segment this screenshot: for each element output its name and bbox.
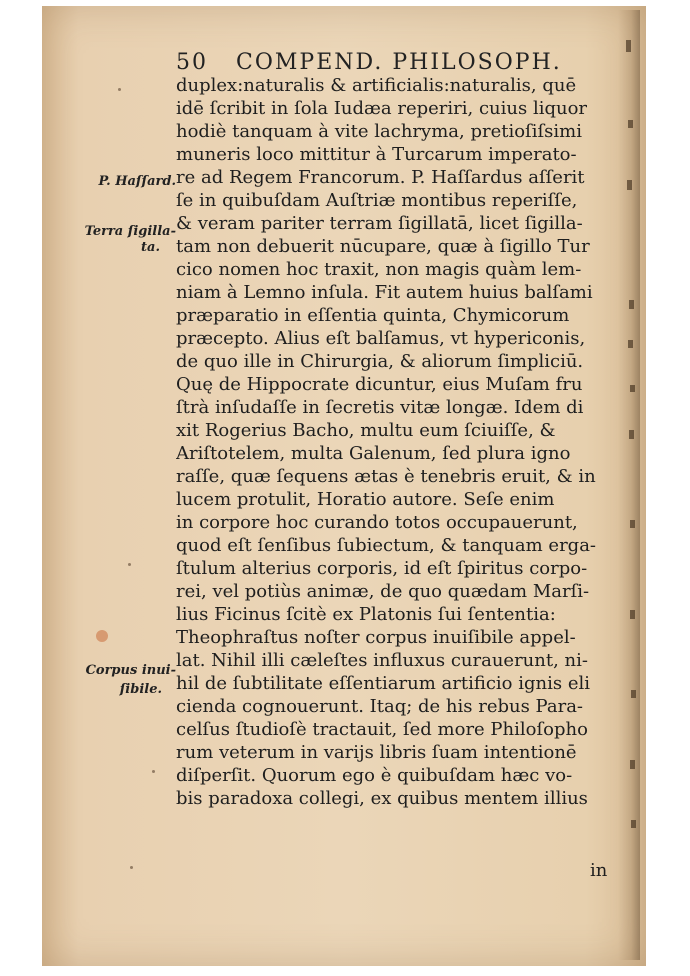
edge-mark bbox=[630, 610, 635, 619]
text-line: hil de ſubtilitate eſſentiarum artificio ignis eli bbox=[176, 673, 590, 694]
catchword: in bbox=[590, 860, 608, 881]
speck bbox=[130, 866, 133, 869]
margin-note-terra-sigillata-cont: ta. bbox=[141, 240, 160, 255]
text-line: hodiè tanquam à vite lachryma, pretioſiſsimi bbox=[176, 121, 582, 142]
text-line: diſperſit. Quorum ego è quibuſdam hæc vo- bbox=[176, 765, 573, 786]
speck bbox=[152, 770, 155, 773]
page-edge-shadow bbox=[618, 10, 640, 960]
text-line: ſtulum alterius corporis, id eſt ſpiritus corpo- bbox=[176, 558, 588, 579]
margin-note-corpus-invisibile: Corpus inui- bbox=[85, 663, 176, 678]
edge-mark bbox=[626, 40, 631, 52]
edge-mark bbox=[630, 520, 635, 528]
edge-mark bbox=[629, 430, 634, 439]
text-line: & veram pariter terram ſigillatā, licet ſigilla- bbox=[176, 213, 583, 234]
text-line: lat. Nihil illi cæleſtes influxus curauerunt, ni- bbox=[176, 650, 588, 671]
text-line: cico nomen hoc traxit, non magis quàm lem- bbox=[176, 259, 582, 280]
edge-mark bbox=[627, 180, 632, 190]
ink-stain bbox=[96, 630, 108, 642]
edge-mark bbox=[628, 120, 633, 128]
running-title: COMPEND. PHILOSOPH. bbox=[236, 50, 562, 75]
text-line: celſus ſtudioſè tractauit, ſed more Philoſopho bbox=[176, 719, 588, 740]
text-line: duplex:naturalis & artificialis:naturalis, quē bbox=[176, 75, 577, 96]
text-line: idē ſcribit in ſola Iudæa reperiri, cuius liquor bbox=[176, 98, 588, 119]
text-line: lucem protulit, Horatio autore. Seſe enim bbox=[176, 489, 555, 510]
margin-note-hassard: P. Haſſard. bbox=[98, 174, 176, 189]
page-number: 50 bbox=[176, 50, 208, 75]
text-line: rum veterum in varijs libris ſuam intentionē bbox=[176, 742, 577, 763]
text-line: Quę de Hippocrate dicuntur, eius Muſam fru bbox=[176, 374, 583, 395]
margin-note-corpus-invisibile-cont: ſibile. bbox=[119, 682, 162, 697]
body-text bbox=[176, 74, 616, 810]
text-line: de quo ille in Chirurgia, & aliorum ſimpliciū. bbox=[176, 351, 584, 372]
text-line: in corpore hoc curando totos occupauerunt, bbox=[176, 512, 578, 533]
text-line: cienda cognouerunt. Itaq; de his rebus Para- bbox=[176, 696, 584, 717]
edge-mark bbox=[630, 760, 635, 769]
text-line: muneris loco mittitur à Turcarum imperato- bbox=[176, 144, 577, 165]
text-line: Theophraſtus noſter corpus inuiſibile appel- bbox=[176, 627, 576, 648]
speck bbox=[118, 88, 121, 91]
text-line: ſe in quibuſdam Auſtriæ montibus reperiſſe, bbox=[176, 190, 578, 211]
text-line: xit Rogerius Bacho, multu eum ſciuiſſe, & bbox=[176, 420, 556, 441]
text-line: bis paradoxa collegi, ex quibus mentem illius bbox=[176, 788, 588, 809]
edge-mark bbox=[631, 820, 636, 828]
text-line: præcepto. Alius eſt balſamus, vt hypericonis, bbox=[176, 328, 586, 349]
edge-mark bbox=[631, 690, 636, 698]
edge-mark bbox=[630, 385, 635, 392]
text-line: Ariſtotelem, multa Galenum, ſed plura igno bbox=[176, 443, 571, 464]
margin-note-terra-sigillata: Terra ſigilla- bbox=[84, 224, 176, 239]
text-line: rei, vel potiùs animæ, de quo quædam Marſi- bbox=[176, 581, 590, 602]
text-line: raſſe, quæ ſequens ætas è tenebris eruit, & in bbox=[176, 466, 596, 487]
text-line: præparatio in eſſentia quinta, Chymicorum bbox=[176, 305, 570, 326]
text-line: niam à Lemno inſula. Fit autem huius balſami bbox=[176, 282, 593, 303]
edge-mark bbox=[629, 300, 634, 309]
text-line: re ad Regem Francorum. P. Haſſardus aſſerit bbox=[176, 167, 585, 188]
text-line: quod eſt ſenſibus ſubiectum, & tanquam erga- bbox=[176, 535, 597, 556]
speck bbox=[128, 563, 131, 566]
running-head bbox=[176, 50, 562, 75]
edge-mark bbox=[628, 340, 633, 348]
text-line: tam non debuerit nūcupare, quæ à ſigillo Tur bbox=[176, 236, 590, 257]
text-line: lius Ficinus ſcitè ex Platonis ſui ſententia: bbox=[176, 604, 556, 625]
text-line: ſtrà inſudaſſe in ſecretis vitæ longæ. Idem di bbox=[176, 397, 584, 418]
